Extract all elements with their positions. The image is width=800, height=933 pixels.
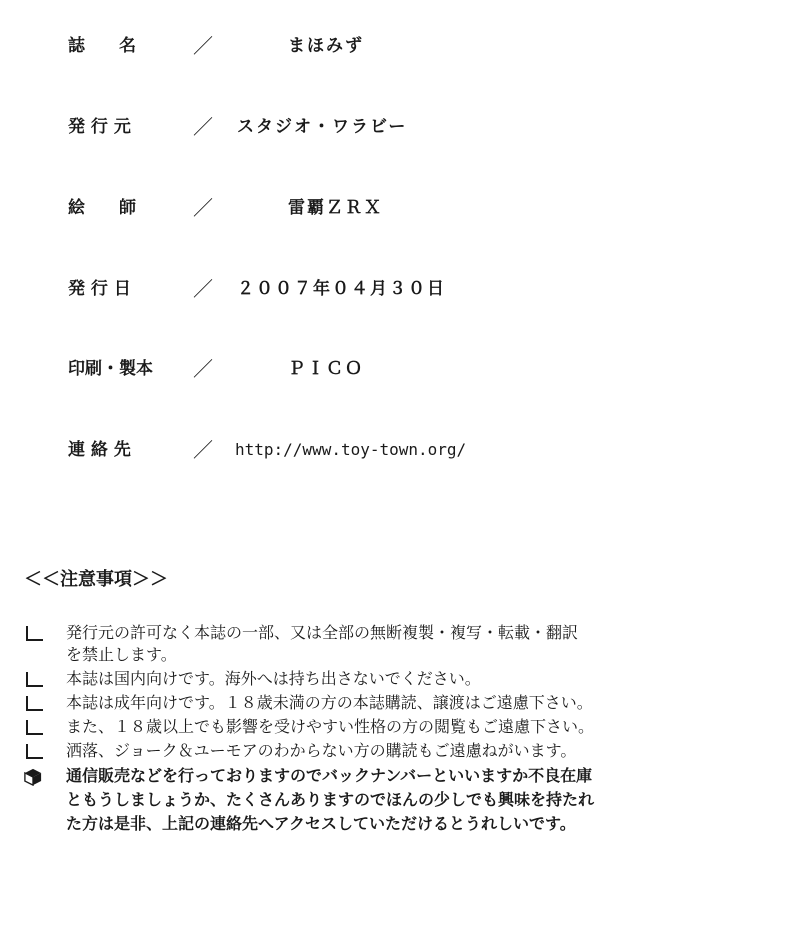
publisher-label: 発 行 元	[68, 117, 131, 137]
colophon-row-printer	[0, 354, 800, 384]
printer-value: ＰＩＣＯ	[288, 359, 364, 379]
note-item	[22, 692, 792, 714]
note-text: 洒落、ジョーク＆ユーモアのわからない方の購読もご遠慮ねがいます。	[66, 741, 577, 760]
separator: ／	[193, 438, 213, 462]
note-item	[22, 716, 792, 738]
artist-value: 雷覇ＺＲＸ	[288, 198, 383, 218]
artist-label: 絵 師	[68, 198, 136, 218]
colophon-row-contact	[0, 435, 800, 465]
date-label: 発 行 日	[68, 279, 131, 299]
colophon-row-artist	[0, 193, 800, 223]
note-text: 通信販売などを行っておりますのでバックナンバーといいますか不良在庫	[66, 766, 593, 785]
note-text: 本誌は成年向けです。１８歳未満の方の本誌購読、譲渡はご遠慮下さい。	[66, 693, 593, 712]
date-value: ２００７年０４月３０日	[237, 279, 446, 299]
note-item	[22, 740, 792, 762]
cube-icon	[24, 768, 42, 786]
title-value: まほみず	[288, 36, 364, 56]
checkbox-icon	[26, 626, 39, 641]
note-text: 本誌は国内向けです。海外へは持ち出さないでください。	[66, 669, 481, 688]
checkbox-icon	[26, 696, 39, 711]
title-label: 誌 名	[68, 36, 136, 56]
contact-url: http://www.toy-town.org/	[235, 440, 467, 459]
note-item-mail-order	[22, 764, 792, 836]
note-text: また、１８歳以上でも影響を受けやすい性格の方の閲覧もご遠慮下さい。	[66, 717, 595, 736]
separator: ／	[193, 34, 213, 58]
colophon-row-publisher	[0, 112, 800, 142]
note-text: を禁止します。	[66, 645, 177, 664]
note-text: た方は是非、上記の連絡先へアクセスしていただけるとうれしいです。	[66, 814, 576, 833]
note-text: 発行元の許可なく本誌の一部、又は全部の無断複製・複写・転載・翻訳	[66, 623, 579, 642]
note-item	[22, 668, 792, 690]
checkbox-icon	[26, 744, 39, 759]
contact-label: 連 絡 先	[68, 440, 131, 460]
separator: ／	[193, 277, 213, 301]
printer-label: 印刷・製本	[68, 359, 153, 379]
publisher-value: スタジオ・ワラビー	[237, 117, 408, 137]
note-item	[22, 622, 792, 666]
checkbox-icon	[26, 720, 39, 735]
note-text: ともうしましょうか、たくさんありますのでほんの少しでも興味を持たれ	[66, 790, 595, 809]
colophon-row-date	[0, 274, 800, 304]
separator: ／	[193, 196, 213, 220]
separator: ／	[193, 115, 213, 139]
colophon-row-title	[0, 31, 800, 61]
notes-title: ＜＜注意事項＞＞	[24, 569, 168, 590]
checkbox-icon	[26, 672, 39, 687]
notes-list	[22, 622, 792, 838]
separator: ／	[193, 357, 213, 381]
